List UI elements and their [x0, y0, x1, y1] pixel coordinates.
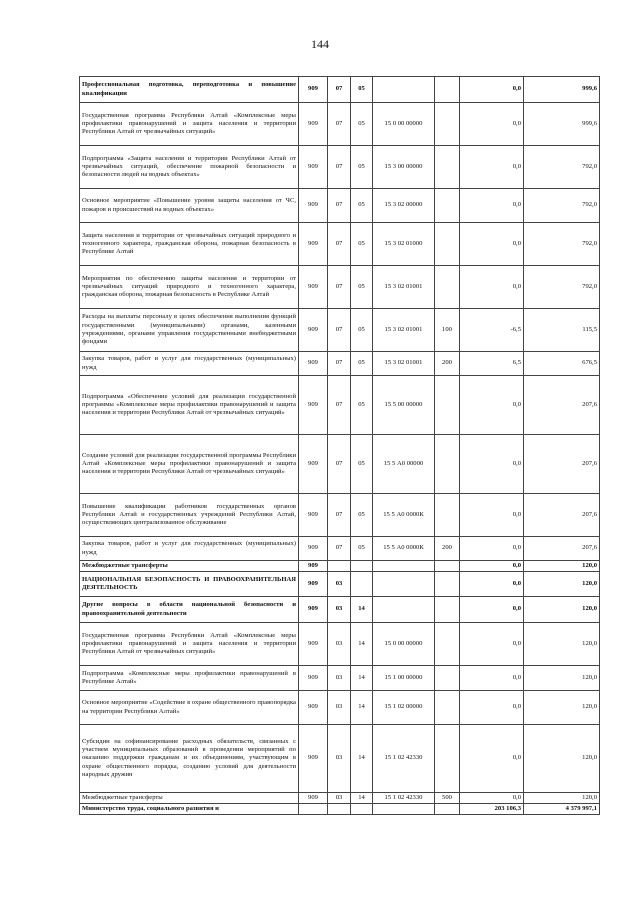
table-row [80, 623, 600, 666]
change-amount: 0,0 [460, 266, 524, 309]
budget-table [79, 76, 600, 815]
section-code [328, 561, 351, 572]
target-item-code: 15 5 А0 0000К [373, 537, 435, 561]
target-item-code [373, 597, 435, 623]
change-amount: 0,0 [460, 146, 524, 189]
row-name: НАЦИОНАЛЬНАЯ БЕЗОПАСНОСТЬ И ПРАВООХРАНИТЕЛЬНАЯ ДЕЯТЕЛЬНОСТЬ [80, 572, 299, 597]
change-amount: 0,0 [460, 623, 524, 666]
change-amount: 6,5 [460, 352, 524, 376]
ved-code: 909 [299, 597, 328, 623]
subsection-code: 05 [351, 352, 373, 376]
table-row [80, 572, 600, 597]
row-name: Закупка товаров, работ и услуг для государственных (муниципальных) нужд [80, 352, 299, 376]
ved-code: 909 [299, 623, 328, 666]
subsection-code: 14 [351, 793, 373, 804]
row-name: Субсидии на софинансирование расходных обязательств, связанных с участием муниципальных образований в проведении мероприятий по оказанию поддержки гражданам и их объединениям, участвующим в охране общественного порядка, созданию условий для деятельности народных дружин [80, 725, 299, 793]
total-amount: 207,6 [524, 537, 600, 561]
expense-type-code: 500 [435, 793, 460, 804]
expense-type-code [435, 435, 460, 494]
ved-code: 909 [299, 691, 328, 725]
subsection-code: 05 [351, 309, 373, 352]
section-code: 03 [328, 597, 351, 623]
expense-type-code [435, 597, 460, 623]
expense-type-code [435, 666, 460, 691]
target-item-code: 15 3 02 01001 [373, 352, 435, 376]
total-amount: 207,6 [524, 494, 600, 537]
ved-code: 909 [299, 309, 328, 352]
table-row [80, 561, 600, 572]
row-name: Основное мероприятие «Повышение уровня защиты населения от ЧС, пожаров и происшествий на водных объектах» [80, 189, 299, 223]
total-amount: 120,0 [524, 666, 600, 691]
ved-code: 909 [299, 266, 328, 309]
total-amount: 120,0 [524, 725, 600, 793]
table-row [80, 266, 600, 309]
total-amount: 792,0 [524, 223, 600, 266]
expense-type-code [435, 223, 460, 266]
change-amount: -6,5 [460, 309, 524, 352]
ved-code: 909 [299, 103, 328, 146]
ved-code [299, 804, 328, 815]
table-row [80, 146, 600, 189]
table-row [80, 435, 600, 494]
change-amount: 203 106,3 [460, 804, 524, 815]
section-code: 03 [328, 691, 351, 725]
change-amount: 0,0 [460, 793, 524, 804]
subsection-code: 05 [351, 77, 373, 103]
section-code: 07 [328, 376, 351, 435]
expense-type-code [435, 623, 460, 666]
section-code: 03 [328, 623, 351, 666]
section-code: 03 [328, 793, 351, 804]
ved-code: 909 [299, 77, 328, 103]
expense-type-code [435, 266, 460, 309]
page-number: 144 [311, 37, 329, 51]
expense-type-code [435, 572, 460, 597]
row-name: Министерство труда, социального развития и [80, 804, 299, 815]
table-row [80, 77, 600, 103]
ved-code: 909 [299, 725, 328, 793]
expense-type-code [435, 494, 460, 537]
table-row [80, 804, 600, 815]
target-item-code: 15 5 00 00000 [373, 376, 435, 435]
total-amount: 120,0 [524, 572, 600, 597]
ved-code: 909 [299, 793, 328, 804]
total-amount: 120,0 [524, 793, 600, 804]
subsection-code: 05 [351, 223, 373, 266]
row-name: Государственная программа Республики Алтай «Комплексные меры профилактики правонарушений и защита населения и территории Республики Алтай от чрезвычайных ситуаций» [80, 623, 299, 666]
target-item-code: 15 0 00 00000 [373, 623, 435, 666]
section-code: 07 [328, 537, 351, 561]
row-name: Профессиональная подготовка, переподготовка и повышение квалификации [80, 77, 299, 103]
section-code: 07 [328, 103, 351, 146]
subsection-code: 05 [351, 146, 373, 189]
expense-type-code: 200 [435, 537, 460, 561]
target-item-code: 15 3 02 01001 [373, 266, 435, 309]
expense-type-code: 200 [435, 352, 460, 376]
change-amount: 0,0 [460, 597, 524, 623]
section-code: 03 [328, 725, 351, 793]
section-code: 07 [328, 189, 351, 223]
section-code: 07 [328, 435, 351, 494]
row-name: Другие вопросы в области национальной безопасности и правоохранительной деятельности [80, 597, 299, 623]
target-item-code: 15 5 А0 0000К [373, 494, 435, 537]
expense-type-code [435, 146, 460, 189]
row-name: Создание условий для реализации государственной программы Республики Алтай «Комплексные меры профилактики правонарушений и защита населения и территории Республики Алтай от чрезвычайных ситуаций» [80, 435, 299, 494]
table-row [80, 666, 600, 691]
total-amount: 999,6 [524, 103, 600, 146]
change-amount: 0,0 [460, 666, 524, 691]
section-code: 03 [328, 666, 351, 691]
target-item-code: 15 1 02 42330 [373, 725, 435, 793]
target-item-code: 15 3 02 01001 [373, 309, 435, 352]
subsection-code: 05 [351, 376, 373, 435]
expense-type-code [435, 725, 460, 793]
target-item-code: 15 0 00 00000 [373, 103, 435, 146]
section-code: 03 [328, 572, 351, 597]
total-amount: 999,6 [524, 77, 600, 103]
ved-code: 909 [299, 572, 328, 597]
row-name: Подпрограмма «Обеспечение условий для реализации государственной программы «Комплексные меры профилактики правонарушений и защита населения и территории Республики Алтай от чрезвычайных ситуаций» [80, 376, 299, 435]
total-amount: 115,5 [524, 309, 600, 352]
ved-code: 909 [299, 537, 328, 561]
ved-code: 909 [299, 352, 328, 376]
total-amount: 207,6 [524, 376, 600, 435]
table-row [80, 189, 600, 223]
subsection-code: 05 [351, 435, 373, 494]
table-row [80, 597, 600, 623]
target-item-code [373, 572, 435, 597]
target-item-code: 15 5 А0 00000 [373, 435, 435, 494]
change-amount: 0,0 [460, 376, 524, 435]
ved-code: 909 [299, 376, 328, 435]
total-amount: 4 379 997,1 [524, 804, 600, 815]
section-code: 07 [328, 309, 351, 352]
subsection-code: 05 [351, 537, 373, 561]
change-amount: 0,0 [460, 223, 524, 266]
total-amount: 676,5 [524, 352, 600, 376]
target-item-code: 15 1 02 00000 [373, 691, 435, 725]
target-item-code: 15 3 02 01000 [373, 223, 435, 266]
target-item-code: 15 1 02 42330 [373, 793, 435, 804]
subsection-code [351, 804, 373, 815]
subsection-code: 14 [351, 691, 373, 725]
subsection-code: 14 [351, 666, 373, 691]
change-amount: 0,0 [460, 494, 524, 537]
total-amount: 792,0 [524, 266, 600, 309]
target-item-code [373, 77, 435, 103]
subsection-code: 14 [351, 597, 373, 623]
expense-type-code [435, 561, 460, 572]
row-name: Мероприятия по обеспечению защиты населения и территории от чрезвычайных ситуаций природного и техногенного характера, гражданская оборона, пожарная безопасность в Республике Алтай [80, 266, 299, 309]
row-name: Подпрограмма «Защита населения и территории Республики Алтай от чрезвычайных ситуаций, обеспечение пожарной безопасности и безопасности людей на водных объектах» [80, 146, 299, 189]
row-name: Основное мероприятие «Содействие в охране общественного правопорядка на территории Республики Алтай» [80, 691, 299, 725]
total-amount: 120,0 [524, 597, 600, 623]
table-row [80, 376, 600, 435]
target-item-code: 15 3 00 00000 [373, 146, 435, 189]
row-name: Расходы на выплаты персоналу в целях обеспечения выполнения функций государственными (муниципальными) органами, казенными учреждениями, органами управления государственными внебюджетными фондами [80, 309, 299, 352]
ved-code: 909 [299, 223, 328, 266]
subsection-code: 05 [351, 266, 373, 309]
subsection-code [351, 561, 373, 572]
table-row [80, 309, 600, 352]
change-amount: 0,0 [460, 189, 524, 223]
ved-code: 909 [299, 435, 328, 494]
row-name: Повышение квалификации работников государственных органов Республики Алтай и государственных учреждений Республики Алтай, осуществляющих централизованное обслуживание [80, 494, 299, 537]
row-name: Закупка товаров, работ и услуг для государственных (муниципальных) нужд [80, 537, 299, 561]
change-amount: 0,0 [460, 691, 524, 725]
section-code [328, 804, 351, 815]
row-name: Подпрограмма «Комплексные меры профилактики правонарушений в Республике Алтай» [80, 666, 299, 691]
section-code: 07 [328, 352, 351, 376]
target-item-code [373, 804, 435, 815]
subsection-code: 05 [351, 189, 373, 223]
change-amount: 0,0 [460, 77, 524, 103]
row-name: Защита населения и территории от чрезвычайных ситуаций природного и техногенного характера, гражданская оборона, пожарная безопасность в Республике Алтай [80, 223, 299, 266]
budget-table-body [80, 77, 600, 815]
target-item-code: 15 1 00 00000 [373, 666, 435, 691]
change-amount: 0,0 [460, 537, 524, 561]
table-row [80, 691, 600, 725]
subsection-code: 05 [351, 494, 373, 537]
target-item-code: 15 3 02 00000 [373, 189, 435, 223]
total-amount: 207,6 [524, 435, 600, 494]
expense-type-code [435, 77, 460, 103]
expense-type-code [435, 103, 460, 146]
expense-type-code [435, 804, 460, 815]
subsection-code: 05 [351, 103, 373, 146]
total-amount: 792,0 [524, 189, 600, 223]
change-amount: 0,0 [460, 725, 524, 793]
expense-type-code [435, 189, 460, 223]
section-code: 07 [328, 77, 351, 103]
row-name: Государственная программа Республики Алтай «Комплексные меры профилактики правонарушений и защита населения и территории Республики Алтай от чрезвычайных ситуаций» [80, 103, 299, 146]
table-row [80, 725, 600, 793]
total-amount: 120,0 [524, 623, 600, 666]
subsection-code: 14 [351, 725, 373, 793]
section-code: 07 [328, 266, 351, 309]
total-amount: 120,0 [524, 561, 600, 572]
ved-code: 909 [299, 561, 328, 572]
row-name: Межбюджетные трансферты [80, 793, 299, 804]
ved-code: 909 [299, 494, 328, 537]
change-amount: 0,0 [460, 435, 524, 494]
total-amount: 792,0 [524, 146, 600, 189]
section-code: 07 [328, 494, 351, 537]
table-row [80, 352, 600, 376]
table-row [80, 537, 600, 561]
table-row [80, 103, 600, 146]
table-row [80, 494, 600, 537]
ved-code: 909 [299, 189, 328, 223]
ved-code: 909 [299, 146, 328, 189]
change-amount: 0,0 [460, 572, 524, 597]
total-amount: 120,0 [524, 691, 600, 725]
change-amount: 0,0 [460, 561, 524, 572]
row-name: Межбюджетные трансферты [80, 561, 299, 572]
table-row [80, 223, 600, 266]
subsection-code: 14 [351, 623, 373, 666]
change-amount: 0,0 [460, 103, 524, 146]
expense-type-code [435, 691, 460, 725]
ved-code: 909 [299, 666, 328, 691]
subsection-code [351, 572, 373, 597]
table-row [80, 793, 600, 804]
expense-type-code [435, 376, 460, 435]
target-item-code [373, 561, 435, 572]
expense-type-code: 100 [435, 309, 460, 352]
section-code: 07 [328, 223, 351, 266]
section-code: 07 [328, 146, 351, 189]
